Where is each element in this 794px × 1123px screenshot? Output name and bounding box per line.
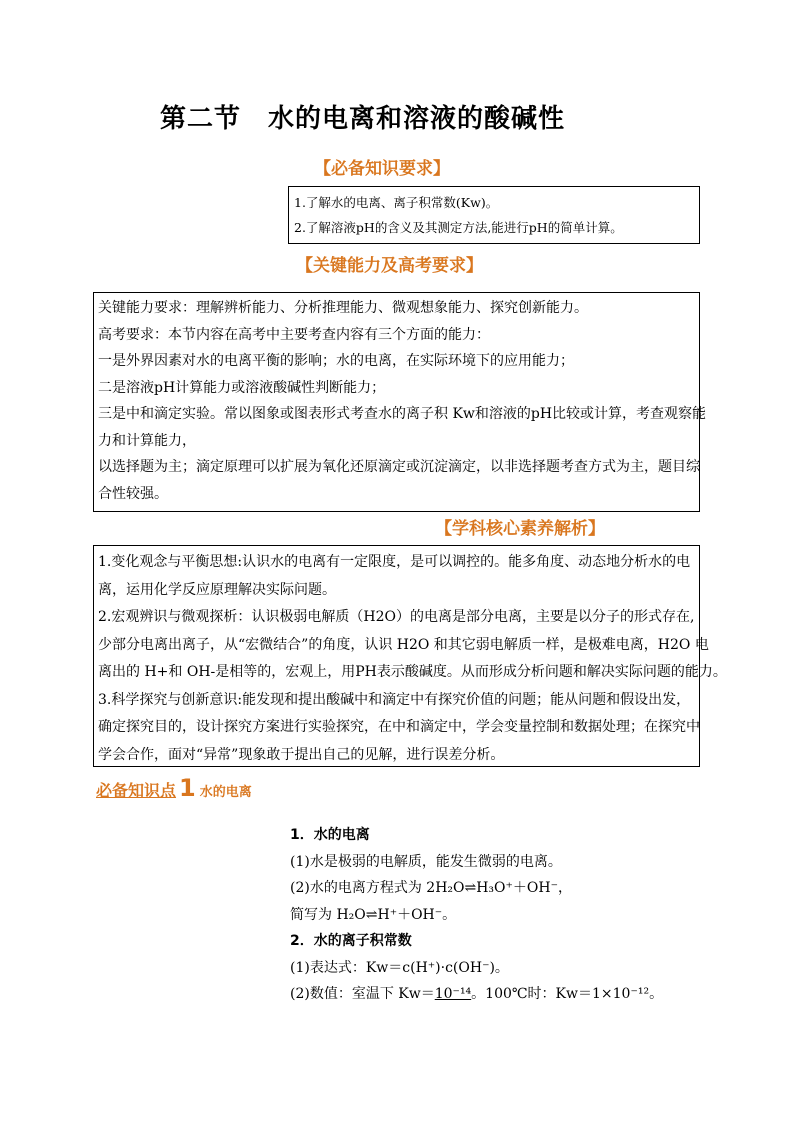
key-ability-line: 一是外界因素对水的电离平衡的影响；水的电离，在实际环境下的应用能力； <box>98 353 574 369</box>
page-title: 第二节 水的电离和溶液的酸碱性 <box>160 104 566 134</box>
core-literacy-line: 2.宏观辨识与微观探析：认识极弱电解质（H2O）的电离是部分电离，主要是以分子的形式存在, <box>98 609 695 625</box>
content-heading: 2．水的离子积常数 <box>290 933 412 949</box>
key-ability-line: 高考要求：本节内容在高考中主要考查内容有三个方面的能力： <box>98 326 490 343</box>
required-knowledge-box <box>288 186 700 244</box>
core-literacy-box <box>93 545 727 767</box>
required-knowledge-item: 1.了解水的电离、离子积常数(Kw)。 <box>294 195 499 210</box>
key-ability-line: 以选择题为主；滴定原理可以扩展为氧化还原滴定或沉淀滴定，以非选择题考查方式为主，题目综 <box>98 459 700 475</box>
content-line: 简写为 H₂O⇌H⁺＋OH⁻。 <box>290 906 457 923</box>
key-ability-line: 合性较强。 <box>98 485 168 502</box>
core-literacy-line: 离，运用化学反应原理解决实际问题。 <box>98 581 336 598</box>
content-line: (1)水是极弱的电解质，能发生微弱的电离。 <box>290 853 562 870</box>
core-literacy-line: 1.变化观念与平衡思想:认识水的电离有一定限度，是可以调控的。能多角度、动态地分析水的电 <box>98 554 691 570</box>
content-line: (1)表达式：Kw＝c(H⁺)·c(OH⁻)。 <box>290 959 509 976</box>
content-line <box>290 981 710 1008</box>
content-heading: 1．水的电离 <box>290 827 370 843</box>
core-literacy-line: 学会合作，面对“异常”现象敢于提出自己的见解，进行误差分析。 <box>98 746 505 763</box>
section-heading-required-knowledge: 【必备知识要求】 <box>314 159 450 179</box>
knowledge-point-heading <box>96 774 252 804</box>
key-ability-line: 二是溶液pH计算能力或溶液酸碱性判断能力； <box>98 379 386 396</box>
core-literacy-line: 离出的 H+和 OH-是相等的，宏观上，用PH表示酸碱度。从而形成分析问题和解决实际问题的能力。 <box>98 664 727 680</box>
core-literacy-line: 确定探究目的，设计探究方案进行实验探究，在中和滴定中，学会变量控制和数据处理；在探究中 <box>98 719 700 735</box>
key-ability-line: 关键能力要求：理解辨析能力、分析推理能力、微观想象能力、探究创新能力。 <box>98 300 588 316</box>
key-ability-line: 三是中和滴定实验。常以图象或图表形式考查水的离子积 Kw和溶液的pH比较或计算，考查观察能 <box>98 406 707 422</box>
key-ability-line: 力和计算能力， <box>98 432 196 449</box>
content-line-part: 。100℃时：Kw＝1×10⁻¹²。 <box>471 986 664 1002</box>
section-heading-core-literacy: 【学科核心素养解析】 <box>435 519 605 539</box>
key-ability-box <box>93 292 707 512</box>
knowledge-point-title: 水的电离 <box>199 785 252 800</box>
content-line-part: (2)数值：室温下 Kw＝ <box>290 986 435 1002</box>
knowledge-point-label: 必备知识点 <box>96 781 177 800</box>
core-literacy-line: 少部分电离出离子，从“宏微结合”的角度，认识 H2O 和其它弱电解质一样，是极难电离，H2O 电 <box>98 636 709 653</box>
knowledge-content <box>290 822 710 1008</box>
core-literacy-line: 3.科学探究与创新意识:能发现和提出酸碱中和滴定中有探究价值的问题；能从问题和假设出发， <box>98 691 691 708</box>
section-heading-key-ability: 【关键能力及高考要求】 <box>296 256 483 276</box>
required-knowledge-item: 2.了解溶液pH的含义及其测定方法,能进行pH的简单计算。 <box>294 220 623 235</box>
content-line: (2)水的电离方程式为 2H₂O⇌H₃O⁺＋OH⁻， <box>290 880 572 896</box>
underlined-value: 10⁻¹⁴ <box>434 986 472 1002</box>
knowledge-point-number: 1 <box>179 774 196 802</box>
